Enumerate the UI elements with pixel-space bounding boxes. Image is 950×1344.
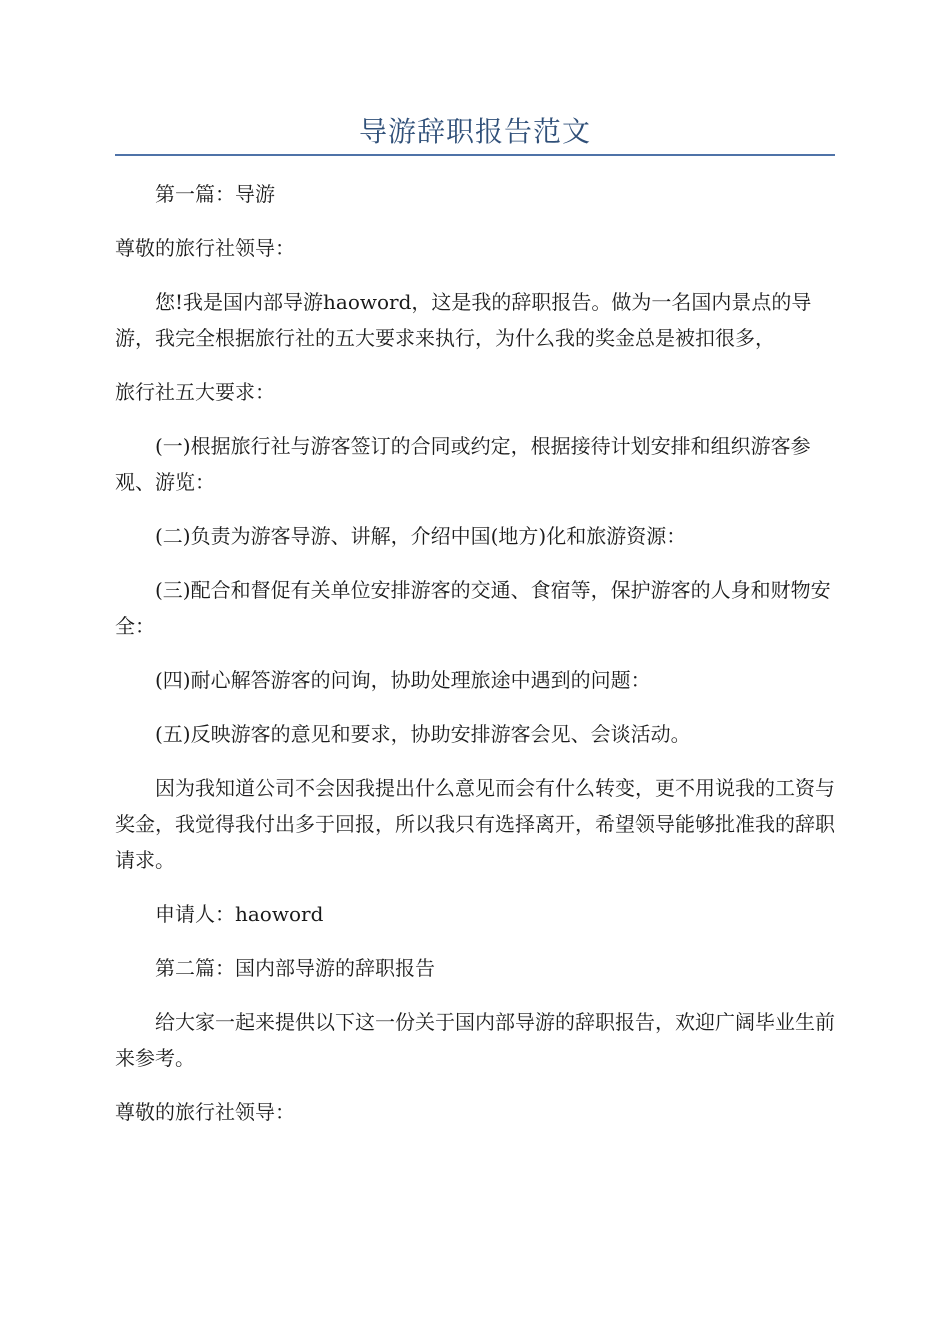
document-title: 导游辞职报告范文 <box>358 115 591 148</box>
paragraph-reason: 因为我知道公司不会因我提出什么意见而会有什么转变，更不用说我的工资与奖金，我觉得我付出多于回报，所以我只有选择离开，希望领导能够批准我的辞职请求。 <box>115 776 835 872</box>
paragraph-salutation-2: 尊敬的旅行社领导： <box>115 1100 295 1124</box>
paragraph-requirement-4: (四)耐心解答游客的问询，协助处理旅途中遇到的问题： <box>155 668 651 692</box>
paragraph-part-two-intro: 给大家一起来提供以下这一份关于国内部导游的辞职报告，欢迎广阔毕业生前来参考。 <box>115 1010 835 1070</box>
paragraph-requirements-heading: 旅行社五大要求： <box>115 380 275 404</box>
document-body <box>115 176 835 1148</box>
paragraph-requirement-5: (五)反映游客的意见和要求，协助安排游客会见、会谈活动。 <box>155 722 691 746</box>
paragraph-salutation: 尊敬的旅行社领导： <box>115 236 295 260</box>
paragraph-requirement-1: (一)根据旅行社与游客签订的合同或约定，根据接待计划安排和组织游客参观、游览： <box>115 434 811 494</box>
paragraph-part-two-heading: 第二篇：国内部导游的辞职报告 <box>155 956 435 980</box>
paragraph-requirement-2: (二)负责为游客导游、讲解，介绍中国(地方)化和旅游资源： <box>155 524 687 548</box>
paragraph-part-one-heading: 第一篇：导游 <box>155 182 275 206</box>
paragraph-intro: 您!我是国内部导游haoword，这是我的辞职报告。做为一名国内景点的导游，我完全根据旅行社的五大要求来执行，为什么我的奖金总是被扣很多， <box>115 290 812 350</box>
title-underline <box>115 154 835 156</box>
paragraph-applicant: 申请人：haoword <box>155 902 324 926</box>
paragraph-requirement-3: (三)配合和督促有关单位安排游客的交通、食宿等，保护游客的人身和财物安全： <box>115 578 831 638</box>
